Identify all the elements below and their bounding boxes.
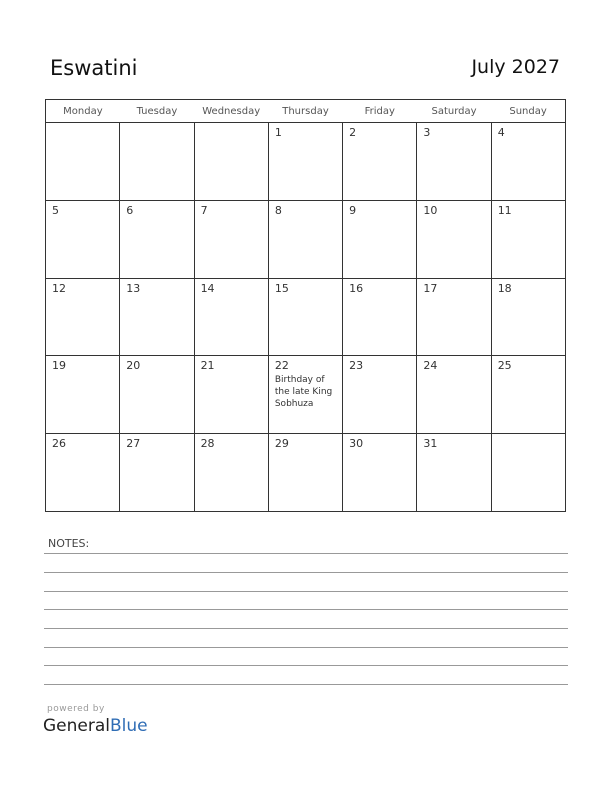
day-cell	[417, 434, 491, 512]
day-cell	[194, 278, 268, 356]
day-cell	[46, 356, 120, 434]
day-number: 13	[126, 281, 141, 295]
day-number: 24	[423, 359, 438, 373]
day-number: 25	[497, 359, 512, 373]
day-cell	[343, 200, 417, 278]
day-number: 22	[274, 359, 289, 373]
day-number: 27	[126, 437, 141, 451]
day-number: 8	[274, 203, 282, 217]
day-number: 26	[52, 437, 66, 451]
day-number: 3	[423, 126, 431, 139]
day-cell	[194, 356, 268, 434]
powered-by-text: powered by	[47, 704, 105, 714]
day-cell	[417, 356, 491, 434]
day-number: 18	[497, 281, 512, 295]
day-cell	[120, 200, 194, 278]
brand-general: General	[43, 716, 110, 736]
day-number: 5	[52, 203, 59, 217]
day-cell	[343, 356, 417, 434]
day-cell	[491, 123, 565, 201]
day-cell	[46, 200, 120, 278]
day-cell	[417, 200, 491, 278]
week-row	[46, 123, 566, 201]
country-title: Eswatini	[50, 56, 138, 80]
day-cell	[194, 123, 268, 201]
day-number: 23	[349, 359, 364, 373]
weekday-friday: Friday	[343, 100, 417, 123]
notes-line	[44, 665, 568, 666]
notes-line	[44, 684, 568, 685]
day-cell	[343, 123, 417, 201]
day-cell	[194, 434, 268, 512]
day-cell	[343, 434, 417, 512]
day-number: 9	[349, 203, 357, 217]
day-cell	[120, 123, 194, 201]
day-number: 11	[497, 203, 512, 217]
weekday-saturday: Saturday	[417, 100, 491, 123]
day-cell	[120, 278, 194, 356]
day-number: 29	[274, 437, 289, 451]
notes-line	[44, 609, 568, 610]
day-cell	[491, 356, 565, 434]
day-number: 12	[52, 281, 66, 295]
day-cell	[417, 123, 491, 201]
day-cell	[268, 434, 342, 512]
weekday-thursday: Thursday	[268, 100, 342, 123]
weekday-wednesday: Wednesday	[194, 100, 268, 123]
day-number: 28	[200, 437, 215, 451]
day-cell	[194, 200, 268, 278]
notes-label: NOTES:	[48, 537, 90, 550]
day-number: 17	[423, 281, 438, 295]
day-cell	[120, 434, 194, 512]
day-cell	[46, 123, 120, 201]
day-cell	[343, 278, 417, 356]
day-cell	[417, 278, 491, 356]
generalblue-logo	[43, 716, 148, 736]
day-cell	[268, 123, 342, 201]
day-number: 14	[200, 281, 215, 295]
day-number: 15	[274, 281, 289, 295]
weekday-header-row	[46, 100, 566, 123]
notes-line	[44, 628, 568, 629]
day-number: 7	[200, 203, 208, 217]
holiday-event: Birthday of the late King Sobhuza	[274, 375, 333, 410]
week-row	[46, 356, 566, 434]
notes-line	[44, 591, 568, 592]
day-number: 20	[126, 359, 141, 373]
day-number: 31	[423, 437, 438, 451]
day-number: 4	[497, 126, 505, 139]
day-cell	[268, 356, 342, 434]
week-row	[46, 278, 566, 356]
notes-line	[44, 647, 568, 648]
brand-blue: Blue	[110, 716, 148, 736]
day-cell	[491, 200, 565, 278]
weekday-tuesday: Tuesday	[120, 100, 194, 123]
weekday-monday: Monday	[46, 100, 120, 123]
notes-line	[44, 572, 568, 573]
day-number: 30	[349, 437, 364, 451]
day-number: 6	[126, 203, 134, 217]
calendar-grid	[45, 99, 566, 512]
day-cell	[268, 200, 342, 278]
week-row	[46, 434, 566, 512]
day-cell	[491, 434, 565, 512]
notes-line	[44, 553, 568, 554]
day-number: 16	[349, 281, 364, 295]
day-number: 19	[52, 359, 66, 373]
day-cell	[268, 278, 342, 356]
day-cell	[120, 356, 194, 434]
day-number: 1	[274, 126, 282, 139]
day-cell	[46, 434, 120, 512]
day-cell	[46, 278, 120, 356]
day-number: 21	[200, 359, 215, 373]
month-title: July 2027	[471, 56, 560, 78]
day-cell	[491, 278, 565, 356]
week-row	[46, 200, 566, 278]
day-number: 10	[423, 203, 438, 217]
weekday-sunday: Sunday	[491, 100, 565, 123]
day-number: 2	[349, 126, 357, 139]
